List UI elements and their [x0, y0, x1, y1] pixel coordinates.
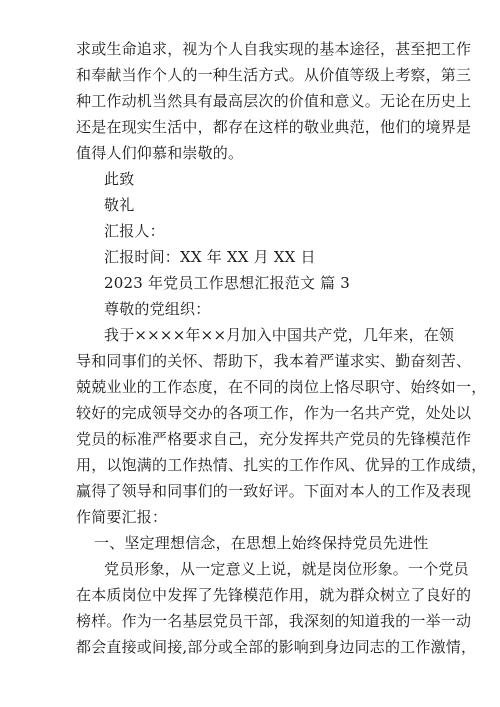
text-line: 和奉献当作个人的一种生活方式。从价值等级上考察，第三: [76, 66, 472, 84]
text-line: 榜样。作为一名基层党员干部，我深刻的知道我的一举一动: [76, 612, 472, 630]
subsection-heading: 一、坚定理想信念，在思想上始终保持党员先进性: [94, 534, 429, 552]
text-line: 值得人们仰慕和崇敬的。: [76, 144, 244, 162]
text-line: 作简要汇报：: [76, 508, 168, 526]
text-line: 我于××××年××月加入中国共产党，几年来，在领: [104, 326, 455, 344]
text-line: 在本质岗位中发挥了先锋模范作用，就为群众树立了良好的: [76, 586, 472, 604]
text-line: 种工作动机当然具有最高层次的价值和意义。无论在历史上: [76, 92, 472, 110]
text-line: 较好的完成领导交办的各项工作，作为一名共产党，处处以: [76, 404, 472, 422]
text-line: 求或生命追求，视为个人自我实现的基本途径，甚至把工作: [76, 40, 472, 58]
closing-salutation: 此致: [104, 170, 135, 188]
closing-salutation: 敬礼: [104, 196, 135, 214]
text-line: 党员形象，从一定意义上说，就是岗位形象。一个党员: [104, 560, 469, 578]
text-line: 赢得了领导和同事们的一致好评。下面对本人的工作及表现: [76, 482, 472, 500]
greeting: 尊敬的党组织：: [104, 300, 211, 318]
text-line: 党员的标准严格要求自己，充分发挥共产党员的先锋模范作: [76, 430, 472, 448]
text-line: 都会直接或间接,部分或全部的影响到身边同志的工作激情，: [76, 638, 477, 656]
text-line: 用，以饱满的工作热情、扎实的工作作风、优异的工作成绩，: [76, 456, 487, 474]
text-line: 兢兢业业的工作态度，在不同的岗位上恪尽职守、始终如一，: [76, 378, 487, 396]
text-line: 还是在现实生活中，都存在这样的敬业典范，他们的境界是: [76, 118, 472, 136]
reporter-label: 汇报人：: [104, 222, 165, 240]
text-line: 导和同事们的关怀、帮助下，我本着严谨求实、勤奋刻苦、: [76, 352, 472, 370]
section-title: 2023 年党员工作思想汇报范文 篇 3: [104, 274, 351, 292]
report-time: 汇报时间：XX 年 XX 月 XX 日: [104, 248, 316, 266]
